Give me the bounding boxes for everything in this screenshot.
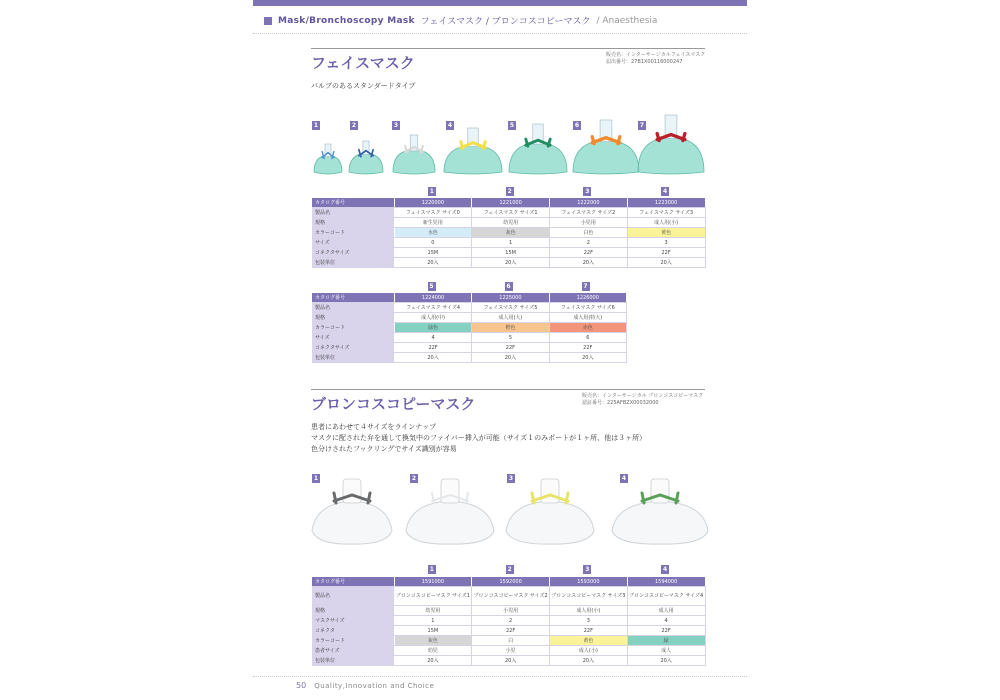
face-mask-image bbox=[569, 119, 643, 176]
mask-connector bbox=[651, 479, 669, 503]
table-row bbox=[312, 313, 627, 323]
mask-cushion bbox=[349, 154, 383, 174]
face-mask-number-badge: 5 bbox=[509, 122, 515, 129]
header-divider bbox=[253, 33, 747, 34]
catalog-number: 1225000 bbox=[472, 293, 549, 303]
mask-cushion bbox=[509, 143, 567, 174]
table-row bbox=[312, 228, 705, 238]
table-row bbox=[312, 323, 627, 333]
broncho-reg-number: 認証番号：225AFBZX00032000 bbox=[582, 400, 659, 406]
mask-shell bbox=[312, 501, 392, 544]
table-cell: 20入 bbox=[550, 258, 628, 268]
broncho-desc-line: 患者にあわせて４サイズをラインナップ bbox=[311, 423, 437, 431]
table-cell: 灰色 bbox=[472, 228, 550, 238]
broncho-mask-number-badge: 2 bbox=[411, 475, 417, 482]
row-label: カタログ番号 bbox=[312, 577, 394, 587]
header-english-title: Mask/Bronchoscopy Mask bbox=[278, 15, 415, 26]
table-row bbox=[312, 616, 705, 626]
mask-cushion bbox=[444, 146, 502, 174]
column-number bbox=[549, 187, 627, 196]
table-cell: 5 bbox=[472, 333, 549, 343]
row-label: サイズ bbox=[312, 333, 394, 343]
table-cell: 幼児用 bbox=[472, 218, 550, 228]
table-cell: 20入 bbox=[394, 353, 471, 363]
column-number bbox=[471, 187, 549, 196]
table-cell: フェイスマスク サイズ6 bbox=[549, 303, 626, 313]
face-registration bbox=[606, 52, 705, 66]
table-cell: 22F bbox=[394, 343, 471, 353]
face-mask-image bbox=[345, 140, 387, 176]
catalog-number: 1220000 bbox=[394, 198, 472, 208]
table-cell: 成人用(特大) bbox=[549, 313, 626, 323]
table-cell: 22F bbox=[627, 626, 705, 636]
row-label: 規格 bbox=[312, 313, 394, 323]
column-number bbox=[393, 282, 470, 291]
face-table2-column-numbers bbox=[393, 282, 624, 291]
column-number-badge: 3 bbox=[585, 566, 590, 573]
table-cell: 22F bbox=[550, 248, 628, 258]
page-header bbox=[264, 14, 657, 27]
face-spec-table-2 bbox=[312, 293, 627, 363]
header-category: / Anaesthesia bbox=[596, 15, 658, 26]
table-cell: 2 bbox=[550, 238, 628, 248]
row-label: 包装単位 bbox=[312, 258, 394, 268]
table-cell: 15M bbox=[394, 626, 472, 636]
broncho-mask-image bbox=[608, 475, 712, 547]
table-cell: ブロンコスコピーマスク サイズ2 bbox=[472, 587, 550, 606]
table-row bbox=[312, 208, 705, 218]
column-number-badge: 7 bbox=[583, 283, 588, 290]
broncho-table-column-numbers bbox=[393, 565, 704, 574]
table-cell: 0 bbox=[394, 238, 472, 248]
header-category-label: Anaesthesia bbox=[602, 15, 658, 26]
table-cell: フェイスマスク サイズ4 bbox=[394, 303, 471, 313]
table-cell: 20入 bbox=[472, 258, 550, 268]
face-mask-image bbox=[505, 123, 571, 176]
row-label: マスクサイズ bbox=[312, 616, 394, 626]
column-number-badge: 1 bbox=[429, 188, 434, 195]
broncho-mask-number-badge: 1 bbox=[313, 475, 319, 482]
broncho-desc-line: マスクに配された弁を通して換気中のファイバー挿入が可能（サイズ１のみポートが１ヶ所、他は３ヶ所） bbox=[311, 434, 647, 442]
row-label: 包装単位 bbox=[312, 353, 394, 363]
table-cell: 20入 bbox=[627, 656, 705, 666]
row-label: 製品名 bbox=[312, 587, 394, 606]
table-cell: フェイスマスク サイズ2 bbox=[550, 208, 628, 218]
table-cell: 黄色 bbox=[550, 636, 628, 646]
column-number-badge: 4 bbox=[663, 188, 668, 195]
broncho-mask-number-badge: 3 bbox=[508, 475, 514, 482]
face-mask-number-badge: 1 bbox=[313, 122, 319, 129]
table-row bbox=[312, 238, 705, 248]
column-number bbox=[470, 282, 547, 291]
catalog-number: 1593000 bbox=[550, 577, 628, 587]
table-cell: 白 bbox=[472, 636, 550, 646]
table-row bbox=[312, 303, 627, 313]
table-cell: 22F bbox=[472, 343, 549, 353]
table-cell: 22F bbox=[472, 626, 550, 636]
table-cell: 小児 bbox=[472, 646, 550, 656]
row-label: カラーコード bbox=[312, 323, 394, 333]
face-description: バルブのあるスタンダードタイプ bbox=[311, 82, 416, 90]
broncho-mask-image bbox=[502, 475, 598, 547]
table-cell: 幼児用 bbox=[394, 606, 472, 616]
face-mask-number-badge: 4 bbox=[447, 122, 453, 129]
column-number bbox=[393, 187, 471, 196]
table-cell: 黄色 bbox=[627, 228, 705, 238]
table-cell: 成人用(中) bbox=[394, 313, 471, 323]
table-cell: 20入 bbox=[550, 656, 628, 666]
table-cell: フェイスマスク サイズ5 bbox=[472, 303, 549, 313]
column-number bbox=[393, 565, 471, 574]
row-label: コネクタ bbox=[312, 626, 394, 636]
table-row bbox=[312, 606, 705, 616]
column-number-badge: 1 bbox=[429, 566, 434, 573]
table-row bbox=[312, 333, 627, 343]
table-row bbox=[312, 258, 705, 268]
table-cell: 赤色 bbox=[549, 323, 626, 333]
row-label: サイズ bbox=[312, 238, 394, 248]
column-number bbox=[471, 565, 549, 574]
catalog-number: 1592000 bbox=[472, 577, 550, 587]
table-row bbox=[312, 343, 627, 353]
row-label: コネクタサイズ bbox=[312, 248, 394, 258]
face-mask-image bbox=[310, 143, 346, 176]
table-cell: 幼児 bbox=[394, 646, 472, 656]
table-row bbox=[312, 353, 627, 363]
catalog-number: 1591000 bbox=[394, 577, 472, 587]
row-label: カタログ番号 bbox=[312, 198, 394, 208]
column-number bbox=[549, 565, 627, 574]
table-cell: 3 bbox=[550, 616, 628, 626]
face-reg-name: 販売名：インターサージカルフェイスマスク bbox=[606, 52, 706, 58]
broncho-spec-table bbox=[312, 577, 706, 666]
table-cell: 20入 bbox=[394, 656, 472, 666]
header-square-icon bbox=[264, 17, 272, 25]
face-mask-image bbox=[440, 127, 506, 176]
broncho-registration bbox=[582, 393, 703, 407]
column-number-badge: 2 bbox=[507, 188, 512, 195]
table-cell: 1 bbox=[472, 238, 550, 248]
table-cell: 20入 bbox=[472, 656, 550, 666]
face-mask-number-badge: 3 bbox=[393, 122, 399, 129]
page-number: 50 bbox=[296, 681, 307, 690]
face-section-title: フェイスマスク bbox=[311, 54, 415, 72]
face-mask-number-badge: 7 bbox=[639, 122, 645, 129]
table-row bbox=[312, 626, 705, 636]
header-japanese-title: フェイスマスク / ブロンコスコピーマスク bbox=[420, 17, 591, 27]
catalog-number: 1221000 bbox=[472, 198, 550, 208]
mask-connector bbox=[441, 479, 459, 503]
face-mask-number-badge: 6 bbox=[574, 122, 580, 129]
table-cell: 成人用(小) bbox=[550, 606, 628, 616]
row-label: 規格 bbox=[312, 218, 394, 228]
column-number-badge: 6 bbox=[506, 283, 511, 290]
table-cell: 15M bbox=[394, 248, 472, 258]
table-cell: ブロンコスコピーマスク サイズ3 bbox=[550, 587, 628, 606]
table-cell: 3 bbox=[627, 238, 705, 248]
broncho-mask-image bbox=[308, 475, 396, 547]
table-cell: 1 bbox=[394, 616, 472, 626]
table-cell: フェイスマスク サイズ3 bbox=[627, 208, 705, 218]
catalog-number: 1226000 bbox=[549, 293, 626, 303]
table-cell: 成人(小) bbox=[550, 646, 628, 656]
mask-shell bbox=[406, 501, 494, 544]
table-cell: 小児用 bbox=[472, 606, 550, 616]
table-cell: ブロンコスコピーマスク サイズ1 bbox=[394, 587, 472, 606]
broncho-description bbox=[311, 422, 646, 455]
table-cell: 4 bbox=[394, 333, 471, 343]
face-table1-column-numbers bbox=[393, 187, 704, 196]
table-cell: 灰色 bbox=[394, 636, 472, 646]
page-footer bbox=[296, 681, 434, 690]
broncho-section-title: ブロンコスコピーマスク bbox=[311, 395, 476, 413]
row-label: カラーコード bbox=[312, 228, 394, 238]
row-label: カタログ番号 bbox=[312, 293, 394, 303]
mask-shell bbox=[612, 501, 708, 544]
table-row bbox=[312, 218, 705, 228]
mask-cushion bbox=[573, 141, 639, 174]
mask-shell bbox=[506, 501, 594, 544]
table-cell: 15M bbox=[472, 248, 550, 258]
table-cell: 緑色 bbox=[394, 323, 471, 333]
column-number bbox=[547, 282, 624, 291]
table-cell: ブロンコスコピーマスク サイズ4 bbox=[627, 587, 705, 606]
row-label: 規格 bbox=[312, 606, 394, 616]
broncho-section-rule bbox=[311, 389, 705, 390]
face-section-rule bbox=[311, 48, 705, 49]
row-label: 患者サイズ bbox=[312, 646, 394, 656]
mask-cushion bbox=[393, 150, 435, 174]
table-cell: 20入 bbox=[472, 353, 549, 363]
mask-connector bbox=[343, 479, 361, 503]
table-cell: 20入 bbox=[627, 258, 705, 268]
footer-divider bbox=[253, 676, 747, 677]
table-cell: 成人用(大) bbox=[472, 313, 549, 323]
table-header-row bbox=[312, 577, 705, 587]
table-cell: 6 bbox=[549, 333, 626, 343]
face-mask-number-badge: 2 bbox=[351, 122, 357, 129]
table-cell: 緑 bbox=[627, 636, 705, 646]
footer-tagline: Quality,Innovation and Choice bbox=[314, 681, 435, 690]
mask-connector bbox=[541, 479, 559, 503]
table-cell: 成人用 bbox=[627, 606, 705, 616]
table-row bbox=[312, 248, 705, 258]
table-cell: フェイスマスク サイズ0 bbox=[394, 208, 472, 218]
catalog-number: 1224000 bbox=[394, 293, 471, 303]
catalog-number: 1594000 bbox=[627, 577, 705, 587]
column-number-badge: 3 bbox=[585, 188, 590, 195]
face-spec-table-1 bbox=[312, 198, 706, 268]
catalog-number: 1222000 bbox=[550, 198, 628, 208]
mask-cushion bbox=[638, 138, 704, 174]
table-cell: 水色 bbox=[394, 228, 472, 238]
table-cell: 新生児用 bbox=[394, 218, 472, 228]
table-cell: 小児用 bbox=[550, 218, 628, 228]
column-number-badge: 5 bbox=[429, 283, 434, 290]
face-mask-image bbox=[634, 114, 708, 176]
face-mask-image bbox=[389, 134, 439, 176]
mask-cushion bbox=[314, 156, 342, 174]
table-cell: 20入 bbox=[394, 258, 472, 268]
column-number-badge: 2 bbox=[507, 566, 512, 573]
table-row bbox=[312, 587, 705, 606]
table-cell: 2 bbox=[472, 616, 550, 626]
table-cell: 白色 bbox=[550, 228, 628, 238]
row-label: 製品名 bbox=[312, 303, 394, 313]
table-header-row bbox=[312, 293, 627, 303]
table-cell: 4 bbox=[627, 616, 705, 626]
table-cell: 22F bbox=[549, 343, 626, 353]
row-label: コネクタサイズ bbox=[312, 343, 394, 353]
row-label: 包装単位 bbox=[312, 656, 394, 666]
broncho-reg-name: 販売名：インターサージカル ブロンコスコピーマスク bbox=[582, 393, 704, 399]
broncho-mask-image bbox=[402, 475, 498, 547]
table-cell: 22F bbox=[550, 626, 628, 636]
column-number bbox=[626, 565, 704, 574]
column-number bbox=[626, 187, 704, 196]
table-cell: 成人 bbox=[627, 646, 705, 656]
table-cell: 橙色 bbox=[472, 323, 549, 333]
broncho-mask-number-badge: 4 bbox=[621, 475, 627, 482]
table-row bbox=[312, 646, 705, 656]
table-header-row bbox=[312, 198, 705, 208]
table-row bbox=[312, 636, 705, 646]
face-reg-number: 届出番号：27B1X00116000247 bbox=[606, 59, 683, 65]
catalog-number: 1223000 bbox=[627, 198, 705, 208]
table-cell: 20入 bbox=[549, 353, 626, 363]
row-label: 製品名 bbox=[312, 208, 394, 218]
column-number-badge: 4 bbox=[663, 566, 668, 573]
row-label: カラーコード bbox=[312, 636, 394, 646]
top-accent-bar bbox=[253, 0, 747, 6]
table-cell: フェイスマスク サイズ1 bbox=[472, 208, 550, 218]
table-cell: 22F bbox=[627, 248, 705, 258]
table-cell: 成人用(小) bbox=[627, 218, 705, 228]
broncho-desc-line: 色分けされたフックリングでサイズ識別が容易 bbox=[311, 445, 457, 453]
table-row bbox=[312, 656, 705, 666]
